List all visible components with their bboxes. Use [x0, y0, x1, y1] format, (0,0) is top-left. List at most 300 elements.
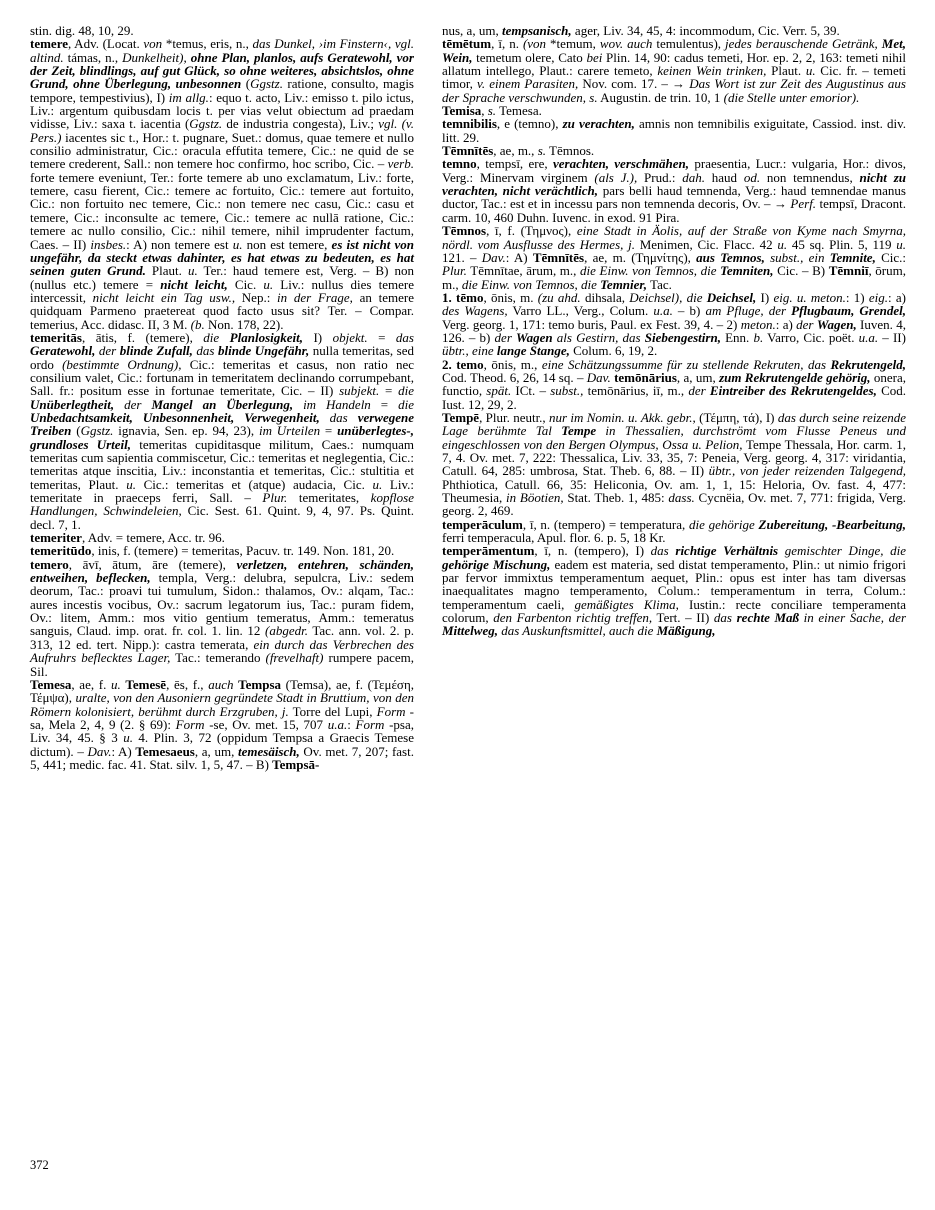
text-segment: Eintreiber des Rekrutengeldes, [709, 383, 877, 399]
text-segment: templa, Verg.: delubra, sepulcra, Liv.: sedem deorum, Tac.: proavi tui tumulum, Sidon.: thalamos, Ov.: alqam, Tac.: aures incestis vocibus, Ov.: sacrum legatorum ius, Tac.: puram fidem, Ov.: litem, Amm.: mos vitio gentium temeratus, Amm.: temeratus sanguis, Claud. imp. orat. fr. col. 1. lin. 12 [30, 570, 414, 639]
text-segment: Wagen [516, 329, 557, 345]
text-segment: die [398, 396, 414, 412]
text-segment: subjekt. [339, 383, 380, 399]
dictionary-entry [442, 144, 906, 157]
text-segment: ( [71, 423, 81, 439]
text-segment: Tac.: temerando [170, 650, 266, 666]
text-segment: stin. dig. 48, 10, 29. [30, 23, 134, 38]
text-segment: Tēmniī [828, 263, 869, 279]
text-segment: I) [302, 329, 333, 345]
text-segment: das Dunkel, ›im Finstern‹, vgl. altind. [30, 36, 414, 65]
headword: Tēmnītēs [442, 143, 494, 159]
text-segment: übtr., von jeder reizenden Talgegend, [708, 463, 906, 479]
text-segment: das [319, 409, 358, 425]
left-column [30, 24, 414, 771]
text-segment: kopflose Handlungen, Schwindeleien, [30, 490, 414, 519]
text-segment: , ī, n. [491, 36, 523, 52]
text-segment: de industria congesta), Liv.; [222, 116, 379, 132]
dictionary-entry [442, 358, 906, 411]
text-segment: Temnier, [600, 276, 648, 292]
dictionary-entry [30, 531, 414, 544]
text-segment: dass. [668, 490, 695, 506]
text-segment: u. [111, 676, 121, 692]
dictionary-entry [442, 544, 906, 637]
dictionary-entry [442, 104, 906, 117]
text-segment: Mäßigung, [656, 623, 716, 639]
text-segment: u. [232, 236, 243, 252]
text-segment: , ēs, f., [166, 676, 209, 692]
text-segment: Ov. met. 7, 207; fast. 5, 441; medic. fac. 41. Stat. silv. 1, 5, 47. – B) [30, 743, 414, 772]
text-segment: ohne Plan, planlos, aufs Geratewohl, vor der Zeit, blindlings, auf gut Glück, so ohne weiteres, absichtslos, ohne Grund, ohne Überlegung, unbesonnen [30, 49, 414, 92]
text-segment: Form [175, 716, 205, 732]
text-segment: Dav. [87, 743, 112, 759]
dictionary-entry [442, 37, 906, 104]
text-segment: insbes. [90, 236, 127, 252]
text-segment: haud [704, 169, 744, 185]
page-number: 372 [30, 1158, 49, 1172]
text-segment: bei [586, 49, 603, 65]
text-segment: : A) non temere est [126, 236, 233, 252]
headword: temero [30, 556, 69, 572]
dictionary-entry [442, 224, 906, 291]
text-segment: Phthiotica, Catull. 66, 35: Heliconia, Ov. am. 1, 1, 15: Heloria, Ov. fast. 4, 477: Theumesia, [442, 476, 906, 506]
text-segment: Tempe [561, 423, 606, 439]
text-segment: Plin. 14, 90: cadus temeti, Hor. ep. 2, 2, 163: temeti nihil allatum intellego, Plaut.: carere temeto, [442, 49, 906, 79]
text-segment: der [114, 396, 152, 412]
text-segment: -sa, Mela 2, 4, 9 (2. § 69): [30, 703, 414, 732]
text-segment: Mittelweg, [442, 623, 502, 639]
headword: temeriter [30, 530, 82, 546]
text-segment: das Auskunftsmittel, auch die [501, 623, 657, 639]
text-segment: – II) [878, 329, 906, 345]
headword: tēmētum [442, 36, 492, 52]
text-segment: dihsala, [580, 289, 630, 305]
text-segment: Temniten, [720, 263, 774, 279]
text-segment: Torre del Lupi, [288, 703, 377, 719]
text-segment: ( [241, 76, 251, 92]
dictionary-entry [442, 291, 906, 358]
headword: temeritūdo [30, 543, 92, 559]
text-segment: Das Wort ist zur Zeit des Augustinus aus der Sprache verschwunden, s. [442, 76, 906, 105]
text-segment: , ae, m., [493, 143, 538, 159]
text-segment: : a) [888, 289, 906, 305]
text-segment: temōnārius [614, 369, 677, 385]
text-segment: die gehörige [688, 516, 759, 532]
text-segment: subst., [550, 383, 584, 399]
text-segment: blinde Zufall, [119, 343, 193, 359]
text-segment: an temere quidquam Parmeno praetereat quod facto usus sit? Ter. – Compar. temerius, Acc. didasc. II, 3 M. [30, 289, 414, 332]
text-segment: Stat. Theb. 1, 485: [563, 490, 669, 506]
text-segment: , ōnis, m., [483, 356, 542, 372]
text-segment: nur im Nomin. u. Akk. gebr., [549, 409, 696, 425]
text-segment: Nov. com. 17. – → [578, 76, 690, 92]
text-segment: Plur. [442, 263, 467, 279]
text-segment: der [796, 316, 817, 332]
text-segment: temetum olere, Cato [472, 49, 587, 65]
text-segment: Cic. Sest. 61. Quint. 9, 4, 97. Ps. Quint. decl. 7, 1. [30, 503, 414, 532]
text-segment: : [347, 716, 356, 732]
text-segment: meton. [740, 316, 776, 332]
text-segment: , ī, n. (tempero), I) [534, 543, 651, 559]
headword: Temisa [442, 103, 482, 119]
dictionary-entry [30, 331, 414, 531]
text-segment: u. [777, 236, 788, 252]
dictionary-entry [30, 37, 414, 331]
dictionary-entry [30, 544, 414, 557]
text-segment: Prud.: [637, 169, 683, 185]
text-segment: , Adv. (Locat. [68, 36, 144, 52]
text-segment: s. [537, 143, 546, 159]
text-segment: I) [756, 289, 774, 305]
text-segment: ager, Liv. 34, 45, 4: incommodum, Cic. Verr. 5, 39. [571, 23, 840, 38]
text-segment: ein durch das Verbrechen des Aufruhrs beflecktes Lager, [30, 636, 414, 666]
text-segment: Form [355, 716, 385, 732]
text-segment: übtr., eine [442, 343, 497, 359]
text-segment: , inis, f. (temere) = temeritas, Pacuv. tr. 149. Non. 181, 20. [91, 543, 395, 559]
text-segment: ferri temperacula, Apul. flor. 6. p. 5, 18 Kr. [442, 530, 666, 546]
text-segment: = [367, 329, 396, 345]
dictionary-entry [30, 678, 414, 771]
text-segment: eig. u. meton. [773, 289, 846, 305]
text-segment: es ist nicht von ungefähr, da steckt etwas dahinter, es hat etwas zu bedeuten, es hat seinen guten Grund. [30, 236, 414, 279]
text-segment: Varro LL., Verg., Colum. [507, 303, 654, 319]
dictionary-entry [442, 117, 906, 144]
headword: temperāculum [442, 516, 523, 532]
text-segment: Cic.: temeritas et (atque) audacia, Cic. [135, 476, 373, 492]
text-segment: , Plur. neutr., [479, 409, 550, 425]
text-segment: u.a. [858, 329, 879, 345]
text-segment: Unüberlegtheit, [30, 396, 115, 412]
text-segment: = [320, 423, 338, 439]
text-segment: (Τέμπη, τά), I) [695, 409, 778, 425]
text-segment: das [192, 343, 218, 359]
text-segment: tempsanisch, [501, 23, 572, 38]
text-segment: lange Stange, [496, 343, 570, 359]
text-segment: Tac. [647, 276, 672, 292]
text-segment: rechte Maß [736, 610, 804, 626]
text-segment: Tēmnītēs [532, 249, 585, 265]
headword: Tempē [442, 409, 480, 425]
text-segment: gehörige Mischung, [442, 556, 551, 572]
text-segment: den Farbenton richtig treffen, [493, 610, 653, 626]
text-segment: Cic.: [875, 249, 906, 265]
text-segment: ICt. – [511, 383, 551, 399]
text-segment: , ī, f. (Τημνος), [486, 223, 577, 239]
text-segment: gemischter Dinge, die [784, 543, 906, 559]
text-segment: (als J.), [594, 169, 638, 185]
text-segment: (b. [190, 316, 205, 332]
text-segment: Colum. 6, 19, 2. [569, 343, 658, 359]
text-segment: , ātis, f. (temere), [81, 329, 204, 345]
text-segment: eine Stadt in Äolis, auf der Straße von Kyme nach Smyrna, nördl. vom Ausflusse des Hermes, j. [442, 223, 907, 252]
text-segment: (bestimmte Ordnung), [62, 356, 182, 372]
text-segment: Cod. Theod. 6, 26, 14 sq. – [442, 369, 587, 385]
text-segment: Form [376, 703, 406, 719]
text-segment: Temnite, [829, 249, 876, 265]
text-segment: die [203, 329, 230, 345]
text-segment: Ter.: haud temere est, Verg. – B) non (nullus etc.) temere = [30, 263, 414, 292]
text-segment: das [650, 543, 676, 559]
text-segment: – b) [672, 303, 706, 319]
dictionary-entry [442, 24, 906, 37]
text-segment: -se, Ov. met. 15, 707 [204, 716, 328, 732]
text-segment: die [398, 383, 414, 399]
text-segment: (die Stelle unter emorior). [723, 89, 860, 105]
text-segment: , ae, m. (Τημνίτης), [584, 249, 697, 265]
text-segment: u. [805, 63, 816, 79]
text-segment: rumpere pacem, Sil. [30, 650, 414, 679]
text-segment: 121. – [442, 249, 482, 265]
text-segment: in Thessalien, durchströmt vom Flusse Peneus und eingeschlossen von den Bergen Olympus, Ossa u. Pelion, [442, 423, 906, 452]
dictionary-entry [30, 24, 414, 37]
headword: 1. tēmo [442, 289, 484, 305]
text-segment: u. [126, 476, 136, 492]
text-segment: , a, um, [194, 743, 238, 759]
text-segment: (zu ahd. [537, 289, 581, 305]
text-segment: Liv.: nullus dies temere intercessit, [30, 276, 414, 305]
text-segment: Planlosigkeit, [229, 329, 303, 345]
text-segment: das [395, 329, 414, 345]
text-segment: des Wagens, [442, 303, 508, 319]
text-segment: Tempe Thessala, Hor. carm. 1, 7, 4. Ov. met. 7, 222: Thessalica, Liv. 33, 35, 7: Peneia, Verg. georg. 4, 317: viridantia, Catull. 64, 285: umbrosa, Stat. Theb. 6, 88. – II) [442, 436, 906, 479]
text-segment: Tēmnos. [546, 143, 595, 159]
text-segment: verwegene Treiben [30, 409, 414, 439]
text-segment: Temesa. [496, 103, 542, 119]
text-segment: , tempsī, ere, [476, 156, 553, 172]
headword: temperāmentum [442, 543, 535, 559]
text-segment: Siebengestirn, [644, 329, 721, 345]
text-segment: Geratewohl, [30, 343, 96, 359]
text-segment: Zubereitung, -Bearbeitung, [758, 516, 906, 532]
text-segment: non est temere, [242, 236, 332, 252]
text-segment: u.a. [653, 303, 673, 319]
text-segment: Nep.: [235, 289, 278, 305]
text-segment: : 1) [845, 289, 869, 305]
text-segment: (Temsa), ae, f. (Τεμέση, Τέμψα), [30, 676, 414, 706]
text-segment: Cic. – B) [773, 263, 829, 279]
text-segment: jedes berauschende Getränk, [725, 36, 878, 52]
text-segment: Augustin. de trin. 10, 1 [597, 89, 724, 105]
headword: temere [30, 36, 69, 52]
text-segment: auch [208, 676, 234, 692]
dictionary-entry [442, 411, 906, 518]
text-segment: Liv.: temeritate in praeceps ferri, Sall. – [30, 476, 415, 506]
text-segment: zu verachten, [562, 116, 635, 132]
text-segment: im Handeln [293, 396, 371, 412]
text-segment: forte temere eveniunt, Ter.: forte temere ab uno exclamatum, Liv.: forte, temere, casu fierent, Cic.: temere ac fortuito, Cic.: temere aut fortuito, Cic.: non fortuito nec temere, Cic.: non temere nec casu, Cic.: casu et temere, Cic.: inconsulte ac temere, Cic.: temere ac nullā ratione, Cic.: temere ac nullo consilio, Cic.: nihil temere, nihil imprudenter factum, Caes. – II) [30, 169, 414, 252]
headword: temeritās [30, 329, 82, 345]
text-segment: Ggstz. [189, 116, 223, 132]
text-segment: Unbedachtsamkeit, Unbesonnenheit, Verwegenheit, [30, 409, 320, 425]
text-segment: Dav. [481, 249, 506, 265]
text-segment: Cic.: temeritas et casus, non ratio nec consilium valet, Cic.: fortunam in temeritatem declinando corrumpebant, Sall. fr.: positum esse in fortunae temeritate, Cic. – II) [30, 356, 414, 399]
text-segment: uralte, von den Ausoniern gegründete Stadt in Bruttium, von den Römern kolonisiert, berühmt durch Erzgruben, j. [30, 690, 414, 719]
text-segment: u. [896, 236, 906, 252]
text-segment: Plur. [262, 490, 288, 506]
text-segment: (abgedr. [265, 623, 308, 639]
text-segment: Plaut. [766, 63, 806, 79]
text-segment: : equo t. acto, Liv.: emisso t. pilo ictus, Liv.: argentum quibusdam locis t. per vias velut obiectum ad praedam vidisse, Liv.: saxa t. iacentia ( [30, 89, 414, 132]
text-segment: Tempsa [238, 676, 282, 692]
text-segment: nicht leicht, [160, 276, 228, 292]
text-segment: nicht zu verachten, nicht verächtlich, [442, 169, 906, 199]
text-segment: eine Schätzungssumme für zu stellende Rekruten, das [541, 356, 831, 372]
text-segment: das [713, 610, 737, 626]
text-segment: Deichsel, [706, 289, 757, 305]
text-segment: , ī, n. (tempero) = temperatura, [522, 516, 689, 532]
headword: 2. temo [442, 356, 484, 372]
text-segment: temōnārius, iī, m., [583, 383, 689, 399]
headword: temno [442, 156, 477, 172]
text-segment: objekt. [332, 329, 368, 345]
text-segment: Plaut. [145, 263, 188, 279]
text-segment: subst., ein [764, 249, 830, 265]
text-segment: Tēmnītae, ārum, m., [466, 263, 581, 279]
text-segment: amnis non temnibilis exiguitate, Cassiod. inst. div. litt. 29. [442, 116, 907, 145]
text-segment: gemäßigtes Klima, [574, 596, 679, 612]
text-segment: blinde Ungefähr, [218, 343, 310, 359]
text-segment: 45 sq. Plin. 5, 119 [787, 236, 897, 252]
text-segment: -psa, Liv. 34, 45. § 3 [30, 716, 414, 746]
text-segment: *temus, eris, n., [162, 36, 253, 52]
text-segment: als Gestirn, das [556, 329, 645, 345]
text-segment: der [95, 343, 120, 359]
text-segment: Ggstz. [80, 423, 114, 439]
text-segment: pars belli haud temnenda, Verg.: haud temnendae manus ductor, Tac.: est et in incessu pars non temnenda decoris, Ov. – → [442, 183, 906, 212]
text-segment: verachten, verschmähen, [552, 156, 690, 172]
text-segment: unüberlegtes-, grundloses Urteil, [30, 423, 414, 452]
text-segment: spät. [486, 383, 512, 399]
text-segment: temeritates, [287, 490, 371, 506]
text-columns [30, 24, 906, 771]
text-segment: v. einem Parasiten, [477, 76, 579, 92]
text-segment: vgl. (v. Pers.) [30, 116, 414, 145]
text-segment: im allg. [168, 89, 209, 105]
text-segment: temulentus), [652, 36, 726, 52]
text-segment: Iustin.: recte conciliare temperamenta colorum, [442, 596, 906, 626]
text-segment: Menimen, Cic. Flacc. 42 [634, 236, 778, 252]
text-segment: s. [487, 103, 497, 119]
text-segment: Cycnëia, Ov. met. 7, 771: frigida, Verg. georg. 2, 469. [442, 490, 906, 519]
text-segment: tempsī, Dracont. carm. 10, 460 Duhn. Iuvenc. in exod. 91 Pira. [442, 196, 906, 225]
text-segment: eadem est materia, sed distat temperamento, Plin.: ut nimio frigori par fervor immixtus temperamentum aequet, Plin.: opus est inter has tam diversas inaequalitates magno temperamento, Colum.: temperamentum in terra, Colum.: temperamentum caeli, [442, 556, 906, 612]
text-segment: Verg. georg. 1, 171: temo buris, Paul. ex Fest. 39, 4. – 2) [442, 316, 741, 332]
text-segment: Mangel an Überlegung, [151, 396, 294, 412]
text-segment: richtige Verhältnis [675, 543, 785, 559]
text-segment: = [379, 383, 399, 399]
text-segment: verletzen, entehren, schänden, entweihen, beflecken, [30, 556, 414, 586]
text-segment: Met, Wein, [442, 36, 906, 65]
text-segment: iacentes sic t., Hor.: t. pugnare, Suet.: domus, quae temere et nullo consilio administratur, Cic.: oracula effutita temere, Cic.: ne quid de se temere crederent, Sall.: non temere hoc confirmo, hoc scribo, Cic. – [30, 129, 414, 172]
text-segment: u. [123, 730, 133, 746]
text-segment: (von [522, 36, 547, 52]
text-segment: b. [753, 329, 764, 345]
text-segment: das durch seine reizende Lage berühmte Tal [442, 409, 906, 439]
text-segment: Temesē [125, 676, 167, 692]
text-segment: Pflugbaum, Grendel, [791, 303, 906, 319]
text-segment: Dunkelheit), [122, 49, 187, 65]
text-segment: non temnendus, [760, 169, 860, 185]
text-segment: Dav. [586, 369, 611, 385]
text-segment: keinen Wein trinken, [657, 63, 767, 79]
text-segment: am Pfluge, der [705, 303, 792, 319]
text-segment: temesäisch, [238, 743, 300, 759]
text-segment: támas, n., [63, 49, 123, 65]
text-segment: aus Temnos, [696, 249, 765, 265]
text-segment: die Einw. von Temnos, die [580, 263, 721, 279]
text-segment: , [481, 103, 488, 119]
text-segment: ignavia, Sen. ep. 94, 23), [113, 423, 259, 439]
text-segment: nicht leicht ein Tag usw., [92, 289, 236, 305]
text-segment: der [494, 329, 517, 345]
text-segment: Tempsā- [272, 756, 320, 772]
text-segment: u. [187, 263, 198, 279]
headword: Tēmnos [442, 223, 487, 239]
text-segment: : A) [505, 249, 533, 265]
text-segment: Varro, Cic. poët. [763, 329, 859, 345]
text-segment: , Adv. = temere, Acc. tr. 96. [81, 530, 225, 546]
text-segment: temeritas cupiditasque militum, Caes.: numquam temeritas cum sapientia commiscetur, Cic.: temeritas et neglegentia, Cic.: temeritas atque inscitia, Liv.: inconstantia et temeritas, Cic.: stultitia et temeritas, Plaut. [30, 436, 414, 492]
text-segment: : A) [111, 743, 136, 759]
text-segment: praesentia, Lucr.: vulgaria, Hor.: divos, Verg.: Minervam virginem [442, 156, 906, 185]
headword: Temesa [30, 676, 72, 692]
text-segment: , ōnis, m. [483, 289, 538, 305]
text-segment: Cic. fr. – temeti timor, [442, 63, 906, 92]
text-segment: *temum, [546, 36, 600, 52]
text-segment: onera, functio, [442, 369, 906, 399]
text-segment: Enn. [720, 329, 754, 345]
text-segment: u.a. [327, 716, 348, 732]
text-segment: Perf. [790, 196, 817, 212]
text-segment: der [688, 383, 710, 399]
text-segment: Cod. Iust. 12, 29, 2. [442, 383, 906, 412]
headword: temnibilis [442, 116, 497, 132]
text-segment: Tert. – II) [652, 610, 714, 626]
text-segment: von [143, 36, 163, 52]
text-segment: (frevelhaft) [265, 650, 324, 666]
text-segment: Iuven. 4, 126. – b) [442, 316, 906, 345]
text-segment: Wagen, [816, 316, 857, 332]
dictionary-entry [442, 518, 906, 545]
text-segment: die Einw. von Temnos, die [461, 276, 601, 292]
text-segment: , ae, f. [71, 676, 111, 692]
text-segment: nus, a, um, [442, 23, 502, 38]
text-segment: ratione, consulto, magis tempore, tempestivius), I) [30, 76, 414, 105]
text-segment: in Böotien, [506, 490, 564, 506]
text-segment: zum Rekrutengelde gehörig, [719, 369, 871, 385]
dictionary-entry [30, 558, 414, 678]
text-segment: verb. [387, 156, 414, 172]
text-segment: Non. 178, 22). [204, 316, 284, 332]
text-segment: nulla temeritas, sed ordo [30, 343, 415, 372]
text-segment: dah. [682, 169, 705, 185]
text-segment: Cic. [227, 276, 264, 292]
text-segment: in der Frage, [277, 289, 353, 305]
text-segment: u. [263, 276, 274, 292]
text-segment: Deichsel), die [629, 289, 707, 305]
text-segment: eig. [868, 289, 888, 305]
text-segment: , a, um, [676, 369, 720, 385]
text-segment: Tac. ann. vol. 2. p. 313, 12 ed. tert. Nipp.): castra temerata, [30, 623, 414, 652]
text-segment: Temesaeus [135, 743, 195, 759]
text-segment: od. [743, 169, 761, 185]
text-segment: , e (temno), [496, 116, 563, 132]
text-segment: : a) [775, 316, 797, 332]
text-segment: u. [372, 476, 383, 492]
text-segment: , ōrum, m., [442, 263, 906, 292]
right-column [442, 24, 906, 771]
text-segment: Ggstz. [250, 76, 283, 92]
